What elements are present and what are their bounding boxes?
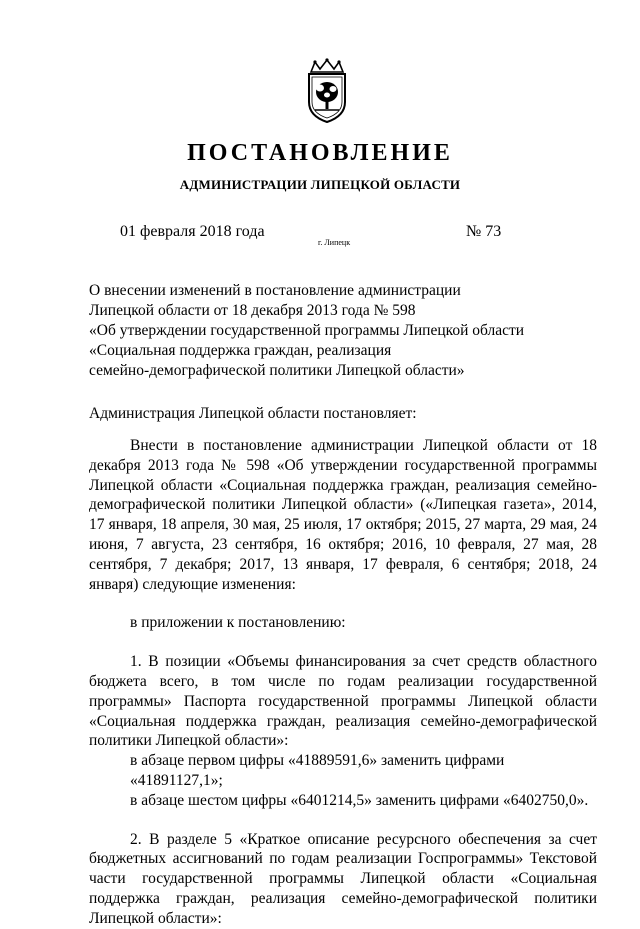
document-city: г. Липецк [318,238,351,247]
document-number: № 73 [466,223,502,240]
subject-line: семейно-демографической политики Липецкой области» [89,362,465,379]
subject-line: «Социальная поддержка граждан, реализация [89,342,392,359]
document-subject [89,281,529,381]
subject-line: О внесении изменений в постановление администрации [89,282,461,299]
intro-paragraph: Внести в постановление администрации Липецкой области от 18 декабря 2013 года № 598 «Об утверждении государственной программы Липецкой области «Социальная поддержка граждан, реализация семейно-демографической политики Липецкой области» («Липецкая газета», 2014, 17 января, 18 апреля, 30 мая, 25 июля, 17 октября; 2015, 27 марта, 29 мая, 24 июня, 7 августа, 23 сентября, 16 октября; 2016, 10 февраля, 27 мая, 28 сентября, 7 декабря; 2017, 13 января, 17 февраля, 6 сентября; 2018, 24 января) следующие изменения: [89,437,597,593]
subject-line: Липецкой области от 18 декабря 2013 года № 598 [89,302,416,319]
item-1-change-b: в абзаце шестом цифры «6401214,5» заменить цифрами «6402750,0». [130,791,589,809]
coat-of-arms-icon [301,58,353,124]
item-2-paragraph: 2. В разделе 5 «Краткое описание ресурсного обеспечения за счет бюджетных ассигнований по годам реализации Госпрограммы» Текстовой части государственной программы Липецкой области «Социальная поддержка граждан, реализация семейно-демографической политики Липецкой области»: [89,830,597,927]
document-title: ПОСТАНОВЛЕНИЕ [187,140,453,166]
document-date: 01 февраля 2018 года [120,223,265,240]
document-body [89,436,597,929]
item-1-change-a: в абзаце первом цифры «41889591,6» заменить цифрами «41891127,1»; [130,752,505,789]
preamble: Администрация Липецкой области постановляет: [89,405,417,422]
subject-line: «Об утверждении государственной программы Липецкой области [89,322,525,339]
appendix-paragraph: в приложении к постановлению: [130,614,346,632]
item-1-paragraph: 1. В позиции «Объемы финансирования за счет средств областного бюджета всего, в том числе по годам реализации государственной программы» Паспорта государственной программы Липецкой области «Социальная поддержка граждан, реализация семейно-демографической политики Липецкой области»: [89,653,597,750]
issuer-subtitle: АДМИНИСТРАЦИИ ЛИПЕЦКОЙ ОБЛАСТИ [179,177,461,192]
